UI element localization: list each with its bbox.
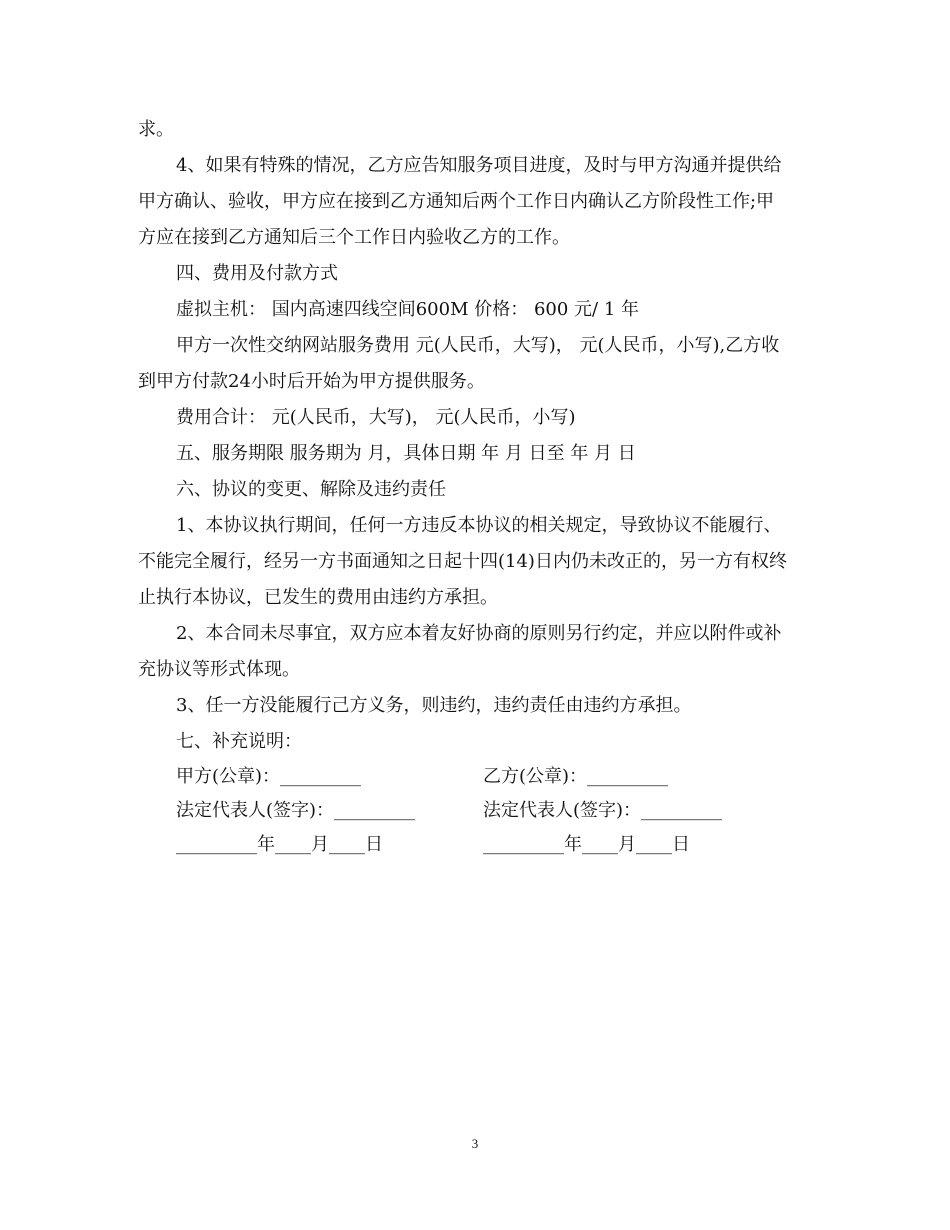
paragraph-line: 费用合计： 元(人民币，大写)， 元(人民币，小写): [176, 407, 576, 428]
paragraph-line: 方应在接到乙方通知后三个工作日内验收乙方的工作。: [138, 227, 570, 248]
paragraph-line: 4、如果有特殊的情况，乙方应告知服务项目进度，及时与甲方沟通并提供给: [176, 155, 782, 176]
paragraph-line: 1、本协议执行期间，任何一方违反本协议的相关规定，导致协议不能履行、: [176, 515, 782, 536]
paragraph-line: 虚拟主机： 国内高速四线空间600M 价格： 600 元/ 1 年: [176, 299, 639, 320]
paragraph-line: 2、本合同未尽事宜，双方应本着友好协商的原则另行约定，并应以附件或补: [176, 623, 782, 644]
paragraph-line: 甲方确认、验收，甲方应在接到乙方通知后两个工作日内确认乙方阶段性工作;甲: [138, 191, 775, 212]
party-b-date-field: _________年____月____日: [483, 834, 690, 855]
document-body: [138, 112, 818, 862]
party-b-seal-field: 乙方(公章)：_________: [483, 766, 669, 787]
paragraph-line: 不能完全履行，经另一方书面通知之日起十四(14)日内仍未改正的，另一方有权终: [138, 551, 787, 572]
section-heading: 七、补充说明：: [176, 731, 302, 752]
party-a-seal-field: 甲方(公章)：_________: [176, 766, 362, 787]
party-a-representative-field: 法定代表人(签字)：_________: [176, 800, 416, 821]
section-heading: 四、费用及付款方式: [176, 263, 338, 284]
paragraph-line: 到甲方付款24小时后开始为甲方提供服务。: [138, 371, 485, 392]
party-a-date-field: _________年____月____日: [176, 834, 383, 855]
paragraph-line: 甲方一次性交纳网站服务费用 元(人民币，大写)， 元(人民币，小写),乙方收: [176, 335, 780, 356]
paragraph-line: 充协议等形式体现。: [138, 659, 300, 680]
paragraph-line: 止执行本协议，已发生的费用由违约方承担。: [138, 587, 498, 608]
signature-row-seal: [138, 760, 818, 794]
page-number: 3: [471, 1136, 479, 1151]
section-heading: 五、服务期限 服务期为 月，具体日期 年 月 日至 年 月 日: [176, 443, 636, 464]
paragraph-line: 求。: [138, 119, 174, 140]
signature-row-date: [138, 828, 818, 862]
party-b-representative-field: 法定代表人(签字)：_________: [483, 800, 723, 821]
section-heading: 六、协议的变更、解除及违约责任: [176, 479, 446, 500]
signature-row-representative: [138, 794, 818, 828]
paragraph-line: 3、任一方没能履行己方义务，则违约，违约责任由违约方承担。: [176, 695, 692, 716]
